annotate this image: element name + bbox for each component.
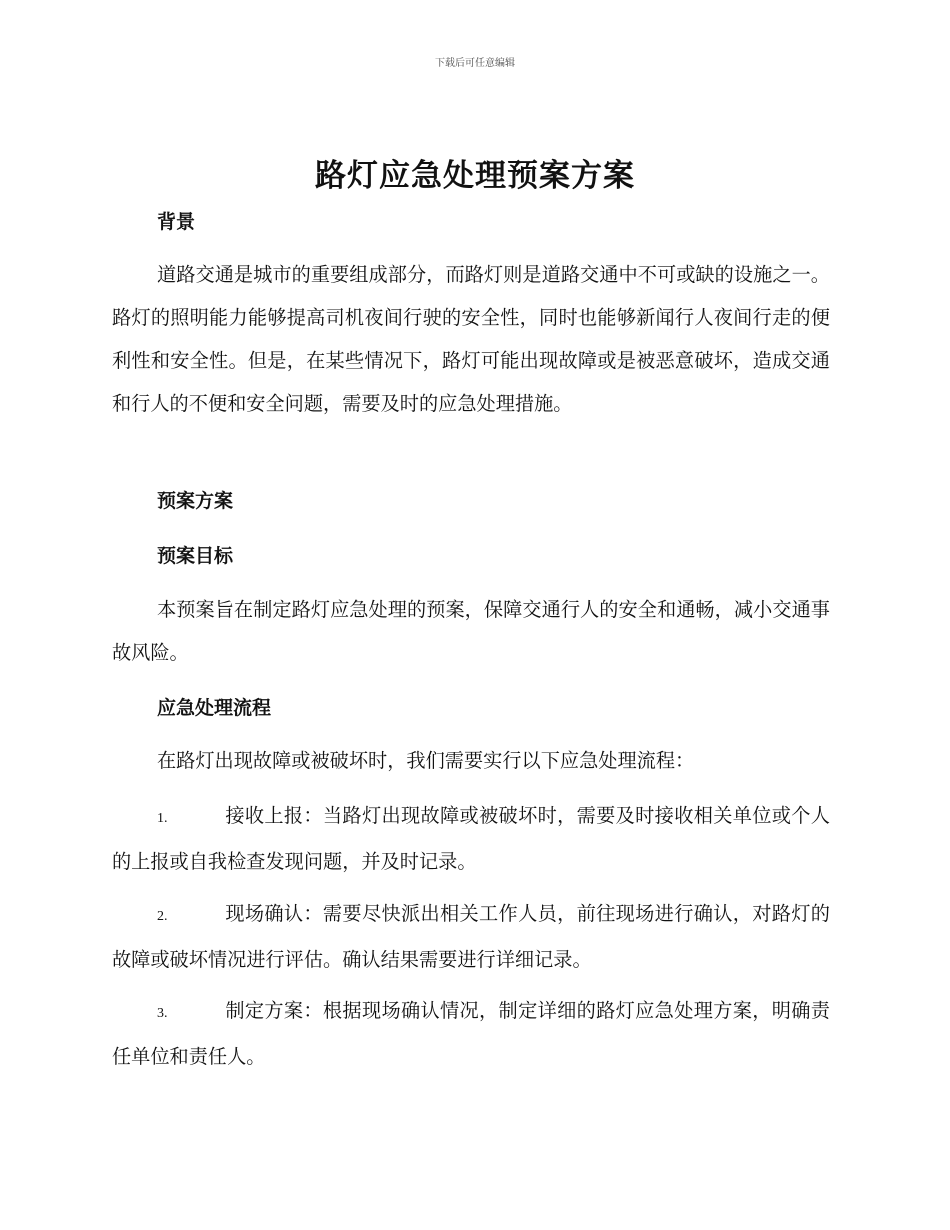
heading-plan: 预案方案 (157, 490, 234, 512)
heading-goal: 预案目标 (157, 545, 234, 567)
list-item-step-2 (112, 892, 830, 981)
list-number: 3. (157, 1006, 168, 1021)
list-item-step-1 (112, 794, 830, 883)
list-item-text: 制定方案：根据现场确认情况，制定详细的路灯应急处理方案，明确责任单位和责任人。 (112, 999, 830, 1068)
list-item-text: 现场确认：需要尽快派出相关工作人员，前往现场进行确认，对路灯的故障或破坏情况进行评估。确认结果需要进行详细记录。 (112, 902, 830, 971)
list-item-text: 接收上报：当路灯出现故障或被破坏时，需要及时接收相关单位或个人的上报或自我检查发现问题，并及时记录。 (112, 804, 830, 873)
paragraph-goal: 本预案旨在制定路灯应急处理的预案，保障交通行人的安全和通畅，减小交通事故风险。 (112, 598, 830, 664)
heading-background: 背景 (157, 211, 196, 233)
header-note: 下载后可任意编辑 (435, 58, 515, 69)
paragraph-process-intro: 在路灯出现故障或被破坏时，我们需要实行以下应急处理流程： (157, 749, 695, 772)
document-title: 路灯应急处理预案方案 (315, 158, 635, 194)
paragraph-background: 道路交通是城市的重要组成部分，而路灯则是道路交通中不可或缺的设施之一。路灯的照明能力能够提高司机夜间行驶的安全性，同时也能够新闻行人夜间行走的便利性和安全性。但是，在某些情况下，路灯可能出现故障或是被恶意破坏，造成交通和行人的不便和安全问题，需要及时的应急处理措施。 (112, 263, 830, 415)
heading-process: 应急处理流程 (157, 697, 272, 719)
list-number: 2. (157, 909, 168, 924)
list-item-step-3 (112, 989, 830, 1078)
list-number: 1. (157, 811, 168, 826)
